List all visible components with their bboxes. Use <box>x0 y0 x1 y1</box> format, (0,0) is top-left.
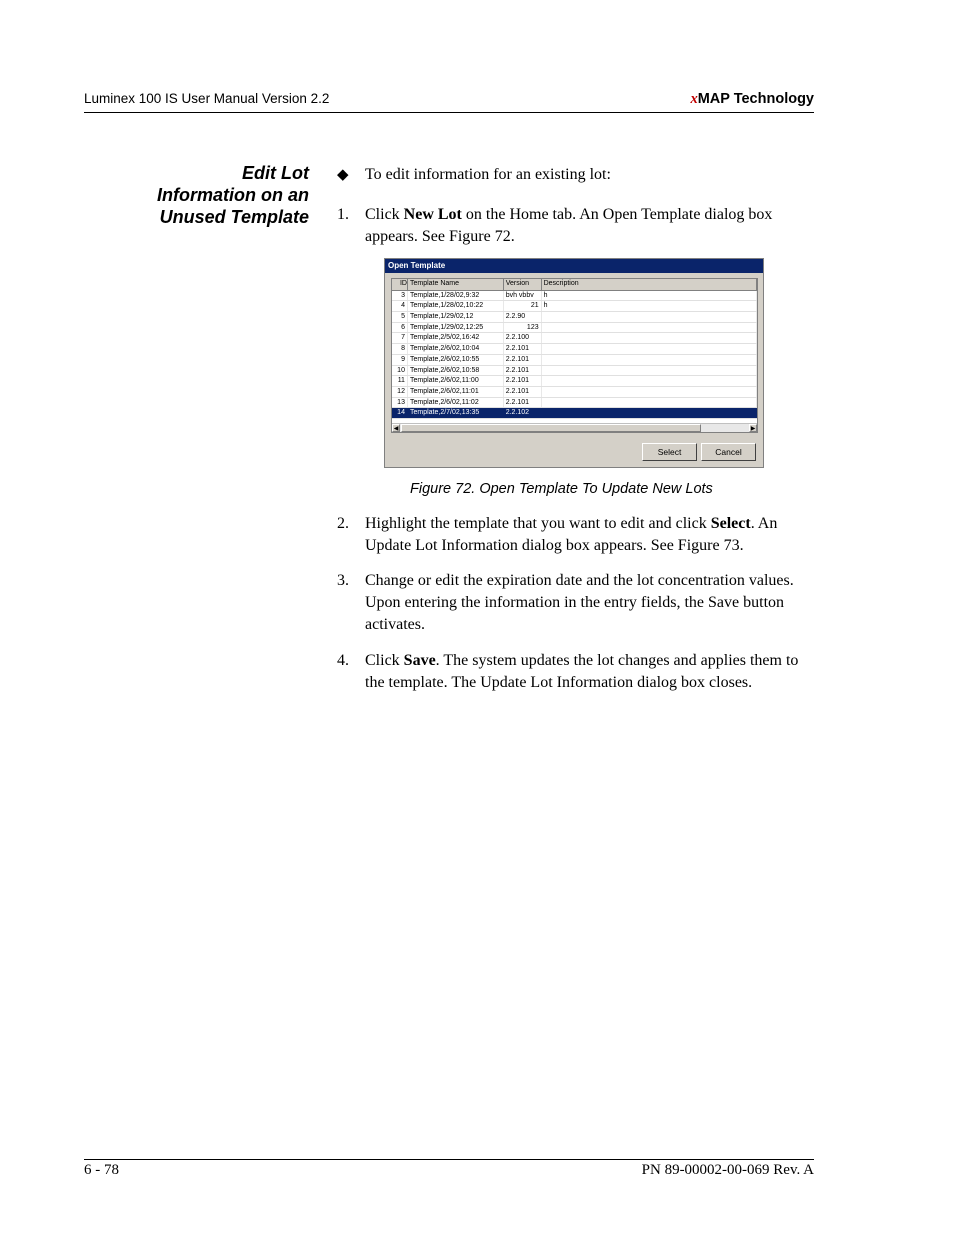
cell-version: 2.2.100 <box>504 333 542 343</box>
step-number: 2. <box>337 515 349 532</box>
cell-id: 12 <box>392 387 408 397</box>
cell-id: 3 <box>392 291 408 301</box>
template-list[interactable] <box>391 278 758 433</box>
section-heading-line: Unused Template <box>159 207 309 227</box>
cell-id: 8 <box>392 344 408 354</box>
part-number: PN 89-00002-00-069 Rev. A <box>641 1162 814 1178</box>
select-button[interactable]: Select <box>642 443 697 461</box>
header-brand <box>690 91 814 108</box>
cell-version: 2.2.102 <box>504 408 542 418</box>
table-row[interactable] <box>392 408 757 419</box>
cell-version: 2.2.101 <box>504 344 542 354</box>
cell-description: h <box>542 291 757 301</box>
cell-id: 5 <box>392 312 408 322</box>
intro-text: To edit information for an existing lot: <box>365 166 611 183</box>
table-row[interactable] <box>392 301 757 312</box>
step-number: 1. <box>337 206 349 223</box>
table-row[interactable] <box>392 344 757 355</box>
horizontal-scrollbar[interactable] <box>392 423 757 432</box>
scroll-right-icon[interactable]: ▶ <box>750 426 756 432</box>
cell-description <box>542 376 757 386</box>
column-header-description[interactable]: Description <box>542 279 757 290</box>
cell-version: 2.2.90 <box>504 312 542 322</box>
cell-version: 2.2.101 <box>504 376 542 386</box>
cell-template-name: Template,2/6/02,10:04 <box>408 344 504 354</box>
cell-template-name: Template,2/6/02,11:01 <box>408 387 504 397</box>
column-header-name[interactable]: Template Name <box>408 279 504 290</box>
cell-version: 123 <box>504 323 542 333</box>
scroll-thumb[interactable] <box>401 424 701 432</box>
cell-description <box>542 323 757 333</box>
cell-id: 9 <box>392 355 408 365</box>
header-title: Luminex 100 IS User Manual Version 2.2 <box>84 91 330 106</box>
cell-id: 4 <box>392 301 408 311</box>
brand-x: x <box>690 91 698 107</box>
section-heading-line: Information on an <box>157 185 309 205</box>
open-template-dialog <box>384 258 764 468</box>
cell-description <box>542 333 757 343</box>
cell-description: h <box>542 301 757 311</box>
column-header-id[interactable]: ID <box>392 279 408 290</box>
cell-version: bvh vbbv <box>504 291 542 301</box>
cell-version: 2.2.101 <box>504 366 542 376</box>
column-header-version[interactable]: Version <box>504 279 542 290</box>
cell-description <box>542 398 757 408</box>
section-heading-line: Edit Lot <box>242 163 309 183</box>
page-number: 6 - 78 <box>84 1162 119 1178</box>
cell-id: 7 <box>392 333 408 343</box>
step-number: 3. <box>337 572 349 589</box>
table-row[interactable] <box>392 333 757 344</box>
cell-version: 21 <box>504 301 542 311</box>
table-row[interactable] <box>392 312 757 323</box>
footer-rule <box>84 1159 814 1160</box>
table-row[interactable] <box>392 323 757 334</box>
dialog-title: Open Template <box>385 259 763 273</box>
cell-description <box>542 344 757 354</box>
cell-template-name: Template,2/6/02,11:02 <box>408 398 504 408</box>
cell-version: 2.2.101 <box>504 398 542 408</box>
table-row[interactable] <box>392 291 757 302</box>
table-row[interactable] <box>392 366 757 377</box>
cell-template-name: Template,1/29/02,12:25 <box>408 323 504 333</box>
section-heading <box>79 162 309 228</box>
cell-template-name: Template,1/28/02,9:32 <box>408 291 504 301</box>
step-number: 4. <box>337 652 349 669</box>
cancel-button[interactable]: Cancel <box>701 443 756 461</box>
cell-version: 2.2.101 <box>504 355 542 365</box>
table-row[interactable] <box>392 376 757 387</box>
cell-id: 10 <box>392 366 408 376</box>
step-text: Highlight the template that you want to edit and click Select. An Update Lot Information dialog box appears. See Figure 73. <box>365 515 778 554</box>
step-text: Click Save. The system updates the lot changes and applies them to the template. The Update Lot Information dialog box closes. <box>365 652 799 691</box>
cell-description <box>542 312 757 322</box>
cell-id: 6 <box>392 323 408 333</box>
header-rule <box>84 112 814 113</box>
brand-rest: MAP Technology <box>697 91 814 107</box>
scroll-left-icon[interactable]: ◀ <box>393 426 399 432</box>
step-text: Change or edit the expiration date and the lot concentration values. Upon entering the information in the entry fields, the Save button activates. <box>365 572 794 633</box>
cell-id: 13 <box>392 398 408 408</box>
cell-template-name: Template,1/28/02,10:22 <box>408 301 504 311</box>
cell-template-name: Template,2/6/02,11:00 <box>408 376 504 386</box>
table-row[interactable] <box>392 398 757 409</box>
table-row[interactable] <box>392 387 757 398</box>
cell-description <box>542 355 757 365</box>
cell-template-name: Template,1/29/02,12 <box>408 312 504 322</box>
cell-version: 2.2.101 <box>504 387 542 397</box>
cell-description <box>542 387 757 397</box>
cell-description <box>542 366 757 376</box>
table-row[interactable] <box>392 355 757 366</box>
cell-template-name: Template,2/5/02,16:42 <box>408 333 504 343</box>
cell-template-name: Template,2/7/02,13:35 <box>408 408 504 418</box>
figure-caption: Figure 72. Open Template To Update New Lots <box>410 481 713 497</box>
cell-id: 11 <box>392 376 408 386</box>
list-header <box>392 279 757 291</box>
cell-template-name: Template,2/6/02,10:58 <box>408 366 504 376</box>
cell-description <box>542 408 757 418</box>
diamond-bullet-icon: ◆ <box>337 167 349 183</box>
step-text: Click New Lot on the Home tab. An Open Template dialog box appears. See Figure 72. <box>365 206 773 245</box>
cell-id: 14 <box>392 408 408 418</box>
cell-template-name: Template,2/6/02,10:55 <box>408 355 504 365</box>
